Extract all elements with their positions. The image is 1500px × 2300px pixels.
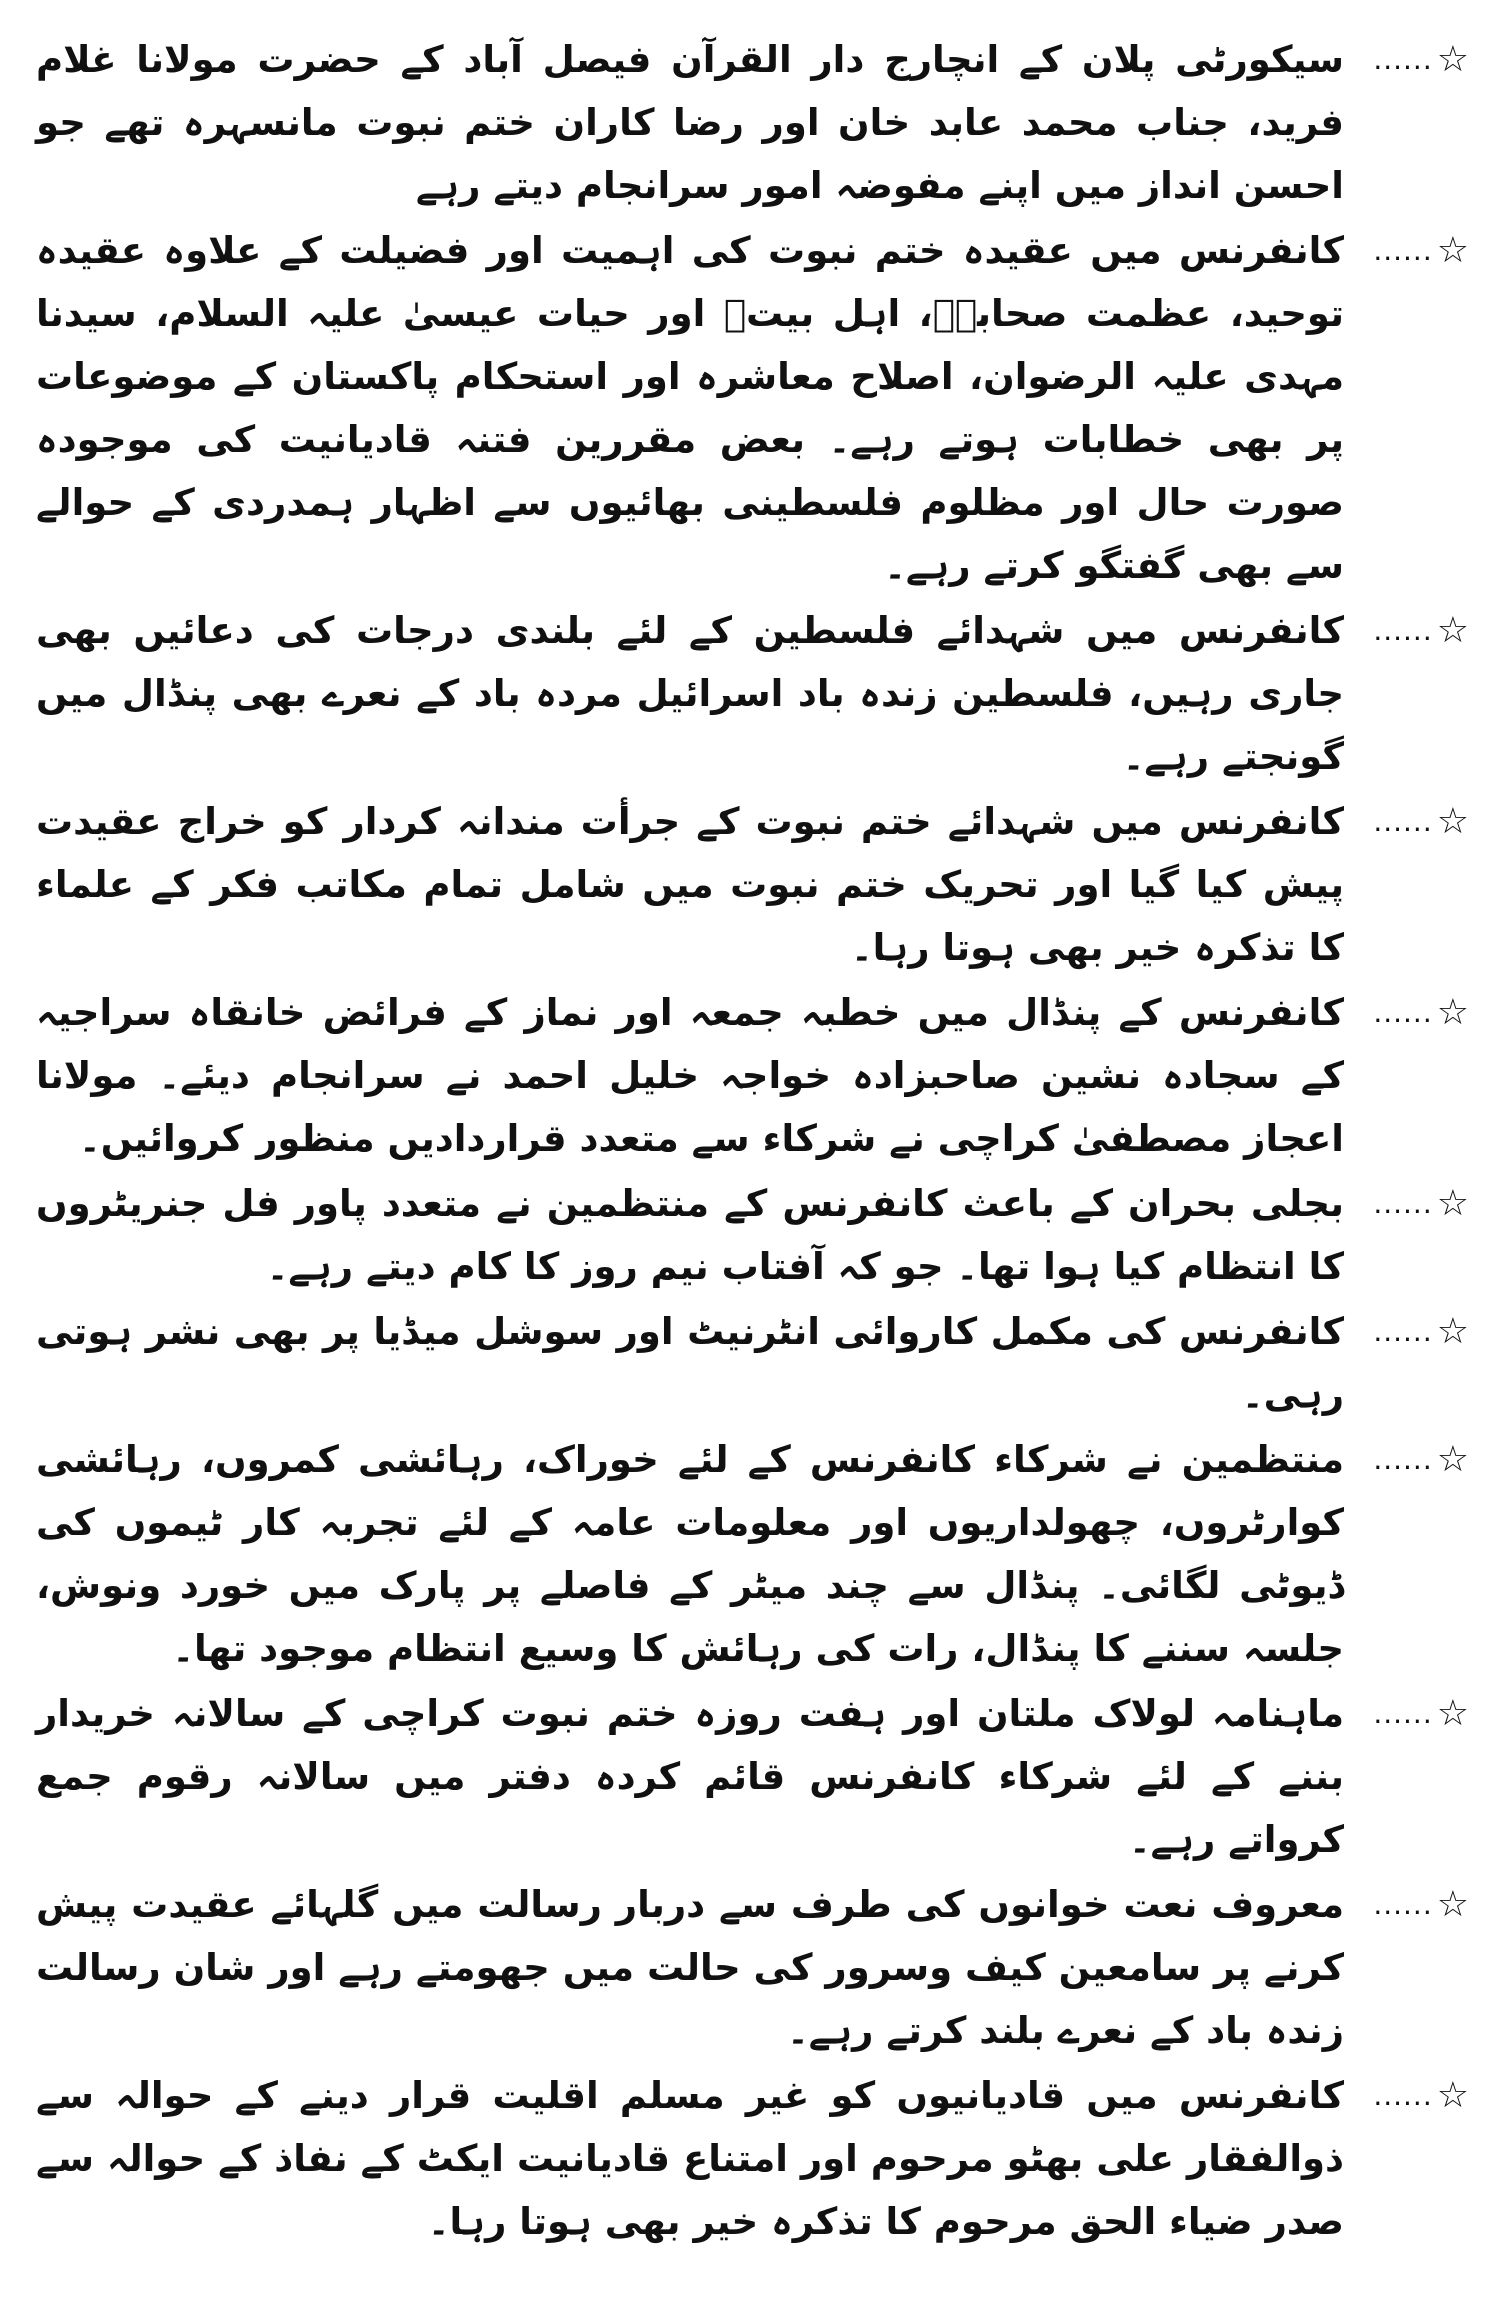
- paragraph-text: کانفرنس کے پنڈال میں خطبہ جمعہ اور نماز کے فرائض خانقاہ سراجیہ کے سجادہ نشین صاحبزادہ خواجہ خلیل احمد نے سرانجام دیئے۔ مولانا اعجاز مصطفیٰ کراچی نے شرکاء سے متعدد قراردادیں منظور کروائیں۔: [36, 991, 1344, 1160]
- paragraph-text: کانفرنس میں قادیانیوں کو غیر مسلم اقلیت قرار دینے کے حوالہ سے ذوالفقار علی بھٹو مرحوم اور امتناع قادیانیت ایکٹ کے نفاذ کے حوالہ سے صدر ضیاء الحق مرحوم کا تذکرہ خیر بھی ہوتا رہا۔: [36, 2074, 1344, 2243]
- bullet-marker: [1350, 981, 1470, 1044]
- list-item: [36, 219, 1470, 597]
- bullet-marker: [1350, 219, 1470, 282]
- bullet-marker: [1350, 1428, 1470, 1491]
- star-icon: ☆: [1436, 1439, 1470, 1480]
- bullet-marker: [1350, 790, 1470, 853]
- paragraph-text: کانفرنس میں شہدائے ختم نبوت کے جرأت مندانہ کردار کو خراج عقیدت پیش کیا گیا اور تحریک ختم نبوت میں شامل تمام مکاتب فکر کے علماء کا تذکرہ خیر بھی ہوتا رہا۔: [36, 800, 1344, 969]
- star-icon: ☆: [1436, 230, 1470, 271]
- bullet-marker: [1350, 1873, 1470, 1936]
- list-item: [36, 981, 1470, 1170]
- star-icon: ☆: [1436, 610, 1470, 651]
- bullet-dots: ......: [1373, 43, 1433, 76]
- bullet-dots: ......: [1373, 234, 1433, 267]
- bullet-dots: ......: [1373, 996, 1433, 1029]
- bullet-marker: [1350, 28, 1470, 91]
- list-item: [36, 1300, 1470, 1426]
- bullet-dots: ......: [1373, 805, 1433, 838]
- list-item: [36, 2064, 1470, 2253]
- list-item: [36, 1428, 1470, 1680]
- bullet-marker: [1350, 1172, 1470, 1235]
- star-icon: ☆: [1436, 1884, 1470, 1925]
- list-item: [36, 28, 1470, 217]
- paragraph-text: سیکورٹی پلان کے انچارج دار القرآن فیصل آباد کے حضرت مولانا غلام فرید، جناب محمد عابد خان اور رضا کاران ختم نبوت مانسہرہ تھے جو احسن انداز میں اپنے مفوضہ امور سرانجام دیتے رہے: [36, 38, 1344, 207]
- bullet-marker: [1350, 599, 1470, 662]
- star-icon: ☆: [1436, 2075, 1470, 2116]
- star-icon: ☆: [1436, 1311, 1470, 1352]
- paragraph-text: معروف نعت خوانوں کی طرف سے دربار رسالت میں گلہائے عقیدت پیش کرنے پر سامعین کیف وسرور کی حالت میں جھومتے رہے اور شان رسالت زندہ باد کے نعرے بلند کرتے رہے۔: [36, 1883, 1344, 2052]
- list-item: [36, 1172, 1470, 1298]
- paragraph-text: بجلی بحران کے باعث کانفرنس کے منتظمین نے متعدد پاور فل جنریٹروں کا انتظام کیا ہوا تھا۔ جو کہ آفتاب نیم روز کا کام دیتے رہے۔: [36, 1182, 1344, 1288]
- bullet-dots: ......: [1373, 1187, 1433, 1220]
- star-icon: ☆: [1436, 1693, 1470, 1734]
- paragraph-text: کانفرنس میں عقیدہ ختم نبوت کی اہمیت اور فضیلت کے علاوہ عقیدہ توحید، عظمت صحابہؓ، اہل بیتؓ اور حیات عیسیٰ علیہ السلام، سیدنا مہدی علیہ الرضوان، اصلاح معاشرہ اور استحکام پاکستان کے موضوعات پر بھی خطابات ہوتے رہے۔ بعض مقررین فتنہ قادیانیت کی موجودہ صورت حال اور مظلوم فلسطینی بھائیوں سے اظہار ہمدردی کے حوالے سے بھی گفتگو کرتے رہے۔: [36, 229, 1344, 587]
- star-icon: ☆: [1436, 39, 1470, 80]
- bullet-marker: [1350, 1682, 1470, 1745]
- bullet-dots: ......: [1373, 2079, 1433, 2112]
- list-item: [36, 790, 1470, 979]
- paragraph-text: منتظمین نے شرکاء کانفرنس کے لئے خوراک، رہائشی کمروں، رہائشی کوارٹروں، چھولداریوں اور معلومات عامہ کے لئے تجربہ کار ٹیموں کی ڈیوٹی لگائی۔ پنڈال سے چند میٹر کے فاصلے پر پارک میں خورد ونوش، جلسہ سننے کا پنڈال، رات کی رہائش کا وسیع انتظام موجود تھا۔: [36, 1438, 1344, 1670]
- bullet-dots: ......: [1373, 1315, 1433, 1348]
- star-icon: ☆: [1436, 992, 1470, 1033]
- bullet-marker: [1350, 2064, 1470, 2127]
- paragraph-text: کانفرنس میں شہدائے فلسطین کے لئے بلندی درجات کی دعائیں بھی جاری رہیں، فلسطین زندہ باد اسرائیل مردہ باد کے نعرے بھی پنڈال میں گونجتے رہے۔: [36, 609, 1344, 778]
- bullet-dots: ......: [1373, 614, 1433, 647]
- star-icon: ☆: [1436, 801, 1470, 842]
- star-icon: ☆: [1436, 1183, 1470, 1224]
- bullet-dots: ......: [1373, 1888, 1433, 1921]
- bullet-dots: ......: [1373, 1443, 1433, 1476]
- list-item: [36, 1873, 1470, 2062]
- bullet-dots: ......: [1373, 1697, 1433, 1730]
- paragraph-text: ماہنامہ لولاک ملتان اور ہفت روزہ ختم نبوت کراچی کے سالانہ خریدار بننے کے لئے شرکاء کانفرنس قائم کردہ دفتر میں سالانہ رقوم جمع کرواتے رہے۔: [36, 1692, 1344, 1861]
- list-item: [36, 1682, 1470, 1871]
- list-item: [36, 599, 1470, 788]
- bullet-marker: [1350, 1300, 1470, 1363]
- paragraph-text: کانفرنس کی مکمل کاروائی انٹرنیٹ اور سوشل میڈیا پر بھی نشر ہوتی رہی۔: [36, 1310, 1344, 1416]
